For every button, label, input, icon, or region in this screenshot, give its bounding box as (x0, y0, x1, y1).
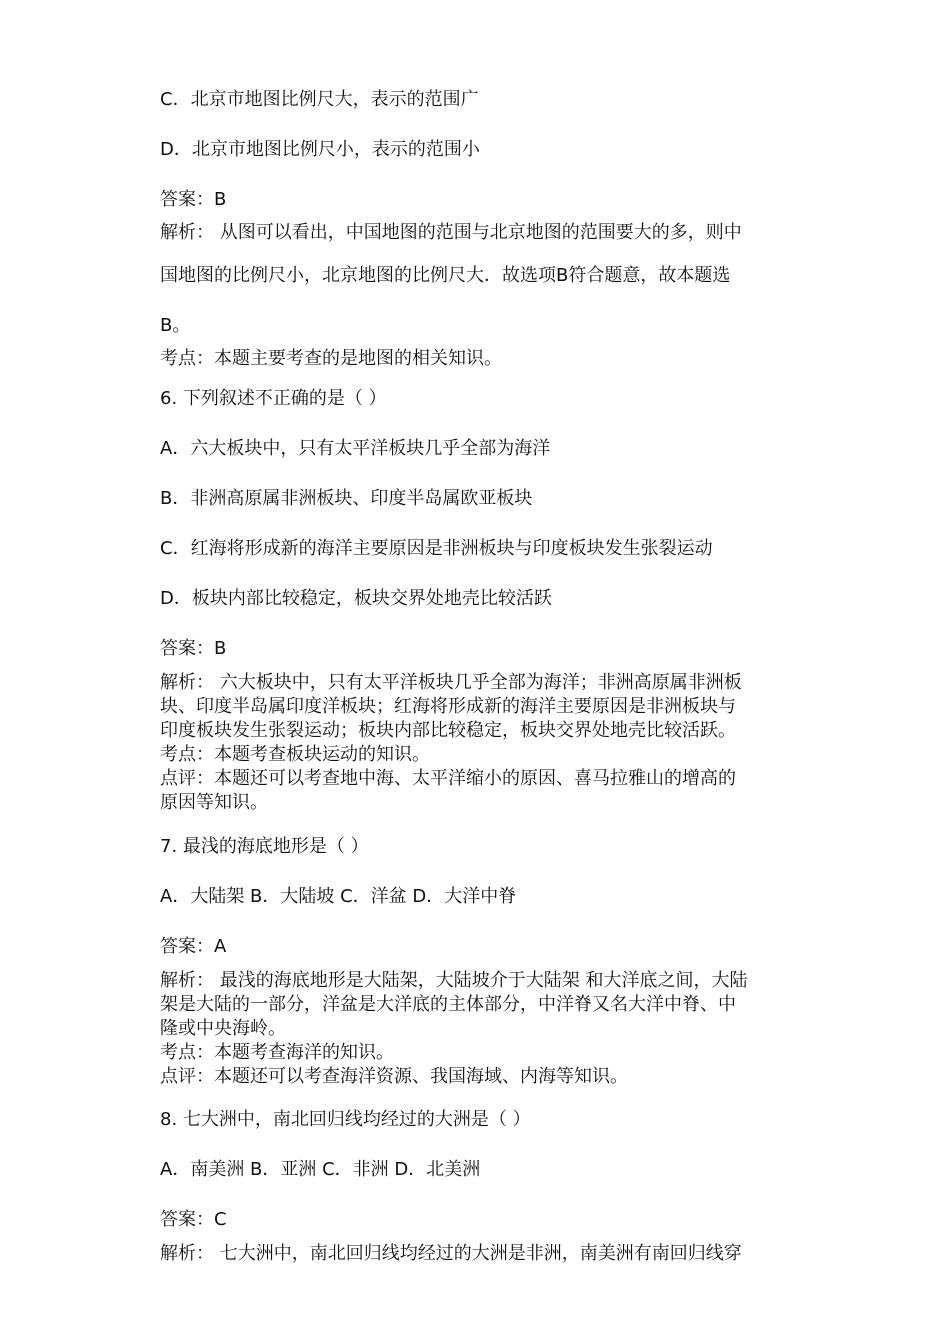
question-7-options: A．大陆架 B．大陆坡 C．洋盆 D．大洋中脊 (160, 886, 517, 907)
knowledge-point-7: 考点：本题考查海洋的知识。 (160, 1042, 394, 1063)
answer-8: 答案：C (160, 1209, 227, 1230)
comment-7: 点评：本题还可以考查海洋资源、我国海域、内海等知识。 (160, 1066, 628, 1087)
option-c: C．北京市地图比例尺大，表示的范围广 (160, 89, 479, 110)
question-8-options: A．南美洲 B．亚洲 C．非洲 D．北美洲 (160, 1159, 481, 1180)
comment-6: 点评：本题还可以考查地中海、太平洋缩小的原因、喜马拉雅山的增高的 原因等知识。 (160, 768, 736, 813)
answer-6: 答案：B (160, 638, 227, 659)
question-6-option-d: D．板块内部比较稳定，板块交界处地壳比较活跃 (160, 588, 552, 609)
question-7: 7. 最浅的海底地形是（ ） (160, 836, 369, 857)
question-6-option-a: A．六大板块中，只有太平洋板块几乎全部为海洋 (160, 438, 551, 459)
analysis-6: 解析： 六大板块中，只有太平洋板块几乎全部为海洋；非洲高原属非洲板 块、印度半岛属印度洋板块；红海将形成新的海洋主要原因是非洲板块与 印度板块发生张裂运动；板块内部比较稳定，板块交界处地壳比较活跃。 (160, 672, 742, 741)
knowledge-point-5: 考点：本题主要考查的是地图的相关知识。 (160, 348, 502, 369)
analysis-5: 解析： 从图可以看出，中国地图的范围与北京地图的范围要大的多，则中 (160, 222, 742, 243)
analysis-5-line3: B。 (160, 315, 191, 336)
analysis-7: 解析： 最浅的海底地形是大陆架，大陆坡介于大陆架 和大洋底之间，大陆 架是大陆的一部分，洋盆是大洋底的主体部分，中洋脊又名大洋中脊、中 隆或中央海岭。 (160, 970, 748, 1039)
question-6: 6. 下列叙述不正确的是（ ） (160, 388, 387, 409)
question-6-option-c: C．红海将形成新的海洋主要原因是非洲板块与印度板块发生张裂运动 (160, 538, 713, 559)
knowledge-point-6: 考点：本题考查板块运动的知识。 (160, 744, 430, 765)
answer-7: 答案：A (160, 936, 227, 957)
answer-5: 答案：B (160, 189, 227, 210)
question-6-option-b: B．非洲高原属非洲板块、印度半岛属欧亚板块 (160, 488, 533, 509)
analysis-5-line2: 国地图的比例尺小，北京地图的比例尺大．故选项B符合题意，故本题选 (160, 265, 731, 286)
question-8: 8. 七大洲中，南北回归线均经过的大洲是（ ） (160, 1109, 531, 1130)
analysis-8: 解析： 七大洲中，南北回归线均经过的大洲是非洲，南美洲有南回归线穿 (160, 1243, 742, 1264)
option-d: D．北京市地图比例尺小，表示的范围小 (160, 139, 480, 160)
